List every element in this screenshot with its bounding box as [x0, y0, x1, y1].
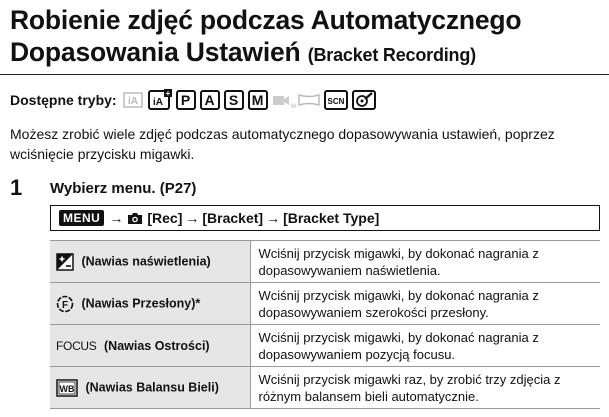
table-cell-option — [50, 367, 250, 409]
svg-text:iA: iA — [152, 97, 163, 108]
svg-text:M: M — [290, 104, 296, 110]
table-cell-option — [50, 241, 250, 283]
arrow-right-icon: → — [185, 210, 200, 226]
page-title — [10, 4, 605, 71]
page-title-main: Dopasowania Ustawień — [10, 37, 301, 67]
table-cell-option — [50, 283, 250, 325]
option-label: (Nawias Ostrości) — [104, 338, 210, 353]
focus-bracket-icon: FOCUS — [56, 338, 97, 353]
table-cell-description: Wciśnij przycisk migawki raz, by zrobić trzy zdjęcia z różnym balansem bieli automatycznie. — [250, 367, 600, 409]
menu-path-bracket: [Bracket] — [202, 210, 264, 226]
arrow-right-icon: → — [266, 210, 281, 226]
table-row — [50, 283, 600, 325]
svg-text:WB: WB — [59, 383, 75, 394]
intro-text: Możesz zrobić wiele zdjęć podczas automatycznego dopasowywania ustawień, poprzez wciśnięcie przycisku migawki. — [10, 126, 555, 162]
scene-mode-icon — [324, 89, 348, 111]
table-cell-option — [50, 325, 250, 367]
table-row — [50, 325, 600, 367]
svg-text:iA: iA — [127, 96, 138, 107]
menu-path — [50, 205, 600, 231]
page-title-line2 — [10, 36, 605, 71]
svg-text:F: F — [61, 299, 69, 311]
bracket-type-table — [50, 240, 600, 409]
intelligent-auto-icon — [122, 90, 144, 110]
page-title-suffix: (Bracket Recording) — [307, 45, 476, 65]
table-row — [50, 367, 600, 409]
step-number: 1 — [10, 175, 23, 200]
available-modes — [10, 89, 380, 111]
step-title: Wybierz menu. (P27) — [50, 180, 197, 197]
aperture-bracket-icon — [56, 295, 74, 313]
intelligent-auto-plus-icon — [148, 89, 172, 111]
table-cell-description: Wciśnij przycisk migawki, by dokonać nagrania z dopasowywaniem naświetlenia. — [250, 241, 600, 283]
panorama-icon — [298, 92, 320, 108]
table-cell-description: Wciśnij przycisk migawki, by dokonać nagrania z dopasowywaniem pozycją focusu. — [250, 325, 600, 367]
mode-a-icon: A — [200, 90, 220, 110]
option-label: (Nawias Balansu Bieli) — [85, 379, 219, 394]
mode-icons — [122, 89, 380, 111]
option-label: (Nawias Przesłony)* — [81, 295, 201, 310]
menu-button-label: MENU — [59, 210, 104, 226]
title-divider — [0, 74, 609, 75]
creative-video-icon — [272, 91, 294, 109]
option-label: (Nawias naświetlenia) — [81, 253, 211, 268]
exposure-bracket-icon — [56, 253, 74, 271]
creative-control-icon — [352, 89, 376, 111]
menu-path-rec: [Rec] — [147, 210, 183, 226]
mode-s-icon: S — [224, 90, 244, 110]
page-title-line1: Robienie zdjęć podczas Automatycznego — [10, 5, 522, 35]
mode-p-icon: P — [176, 90, 196, 110]
white-balance-bracket-icon — [56, 379, 78, 397]
table-row — [50, 241, 600, 283]
svg-text:+: + — [165, 89, 170, 98]
arrow-right-icon: → — [109, 210, 124, 226]
table-cell-description: Wciśnij przycisk migawki, by dokonać nagrania z dopasowywaniem szerokości przesłony. — [250, 283, 600, 325]
modes-label: Dostępne tryby: — [10, 92, 117, 108]
camera-icon — [127, 212, 143, 225]
mode-m-icon: M — [248, 90, 268, 110]
svg-text:SCN: SCN — [327, 97, 345, 106]
menu-path-bracket-type: [Bracket Type] — [283, 210, 380, 226]
